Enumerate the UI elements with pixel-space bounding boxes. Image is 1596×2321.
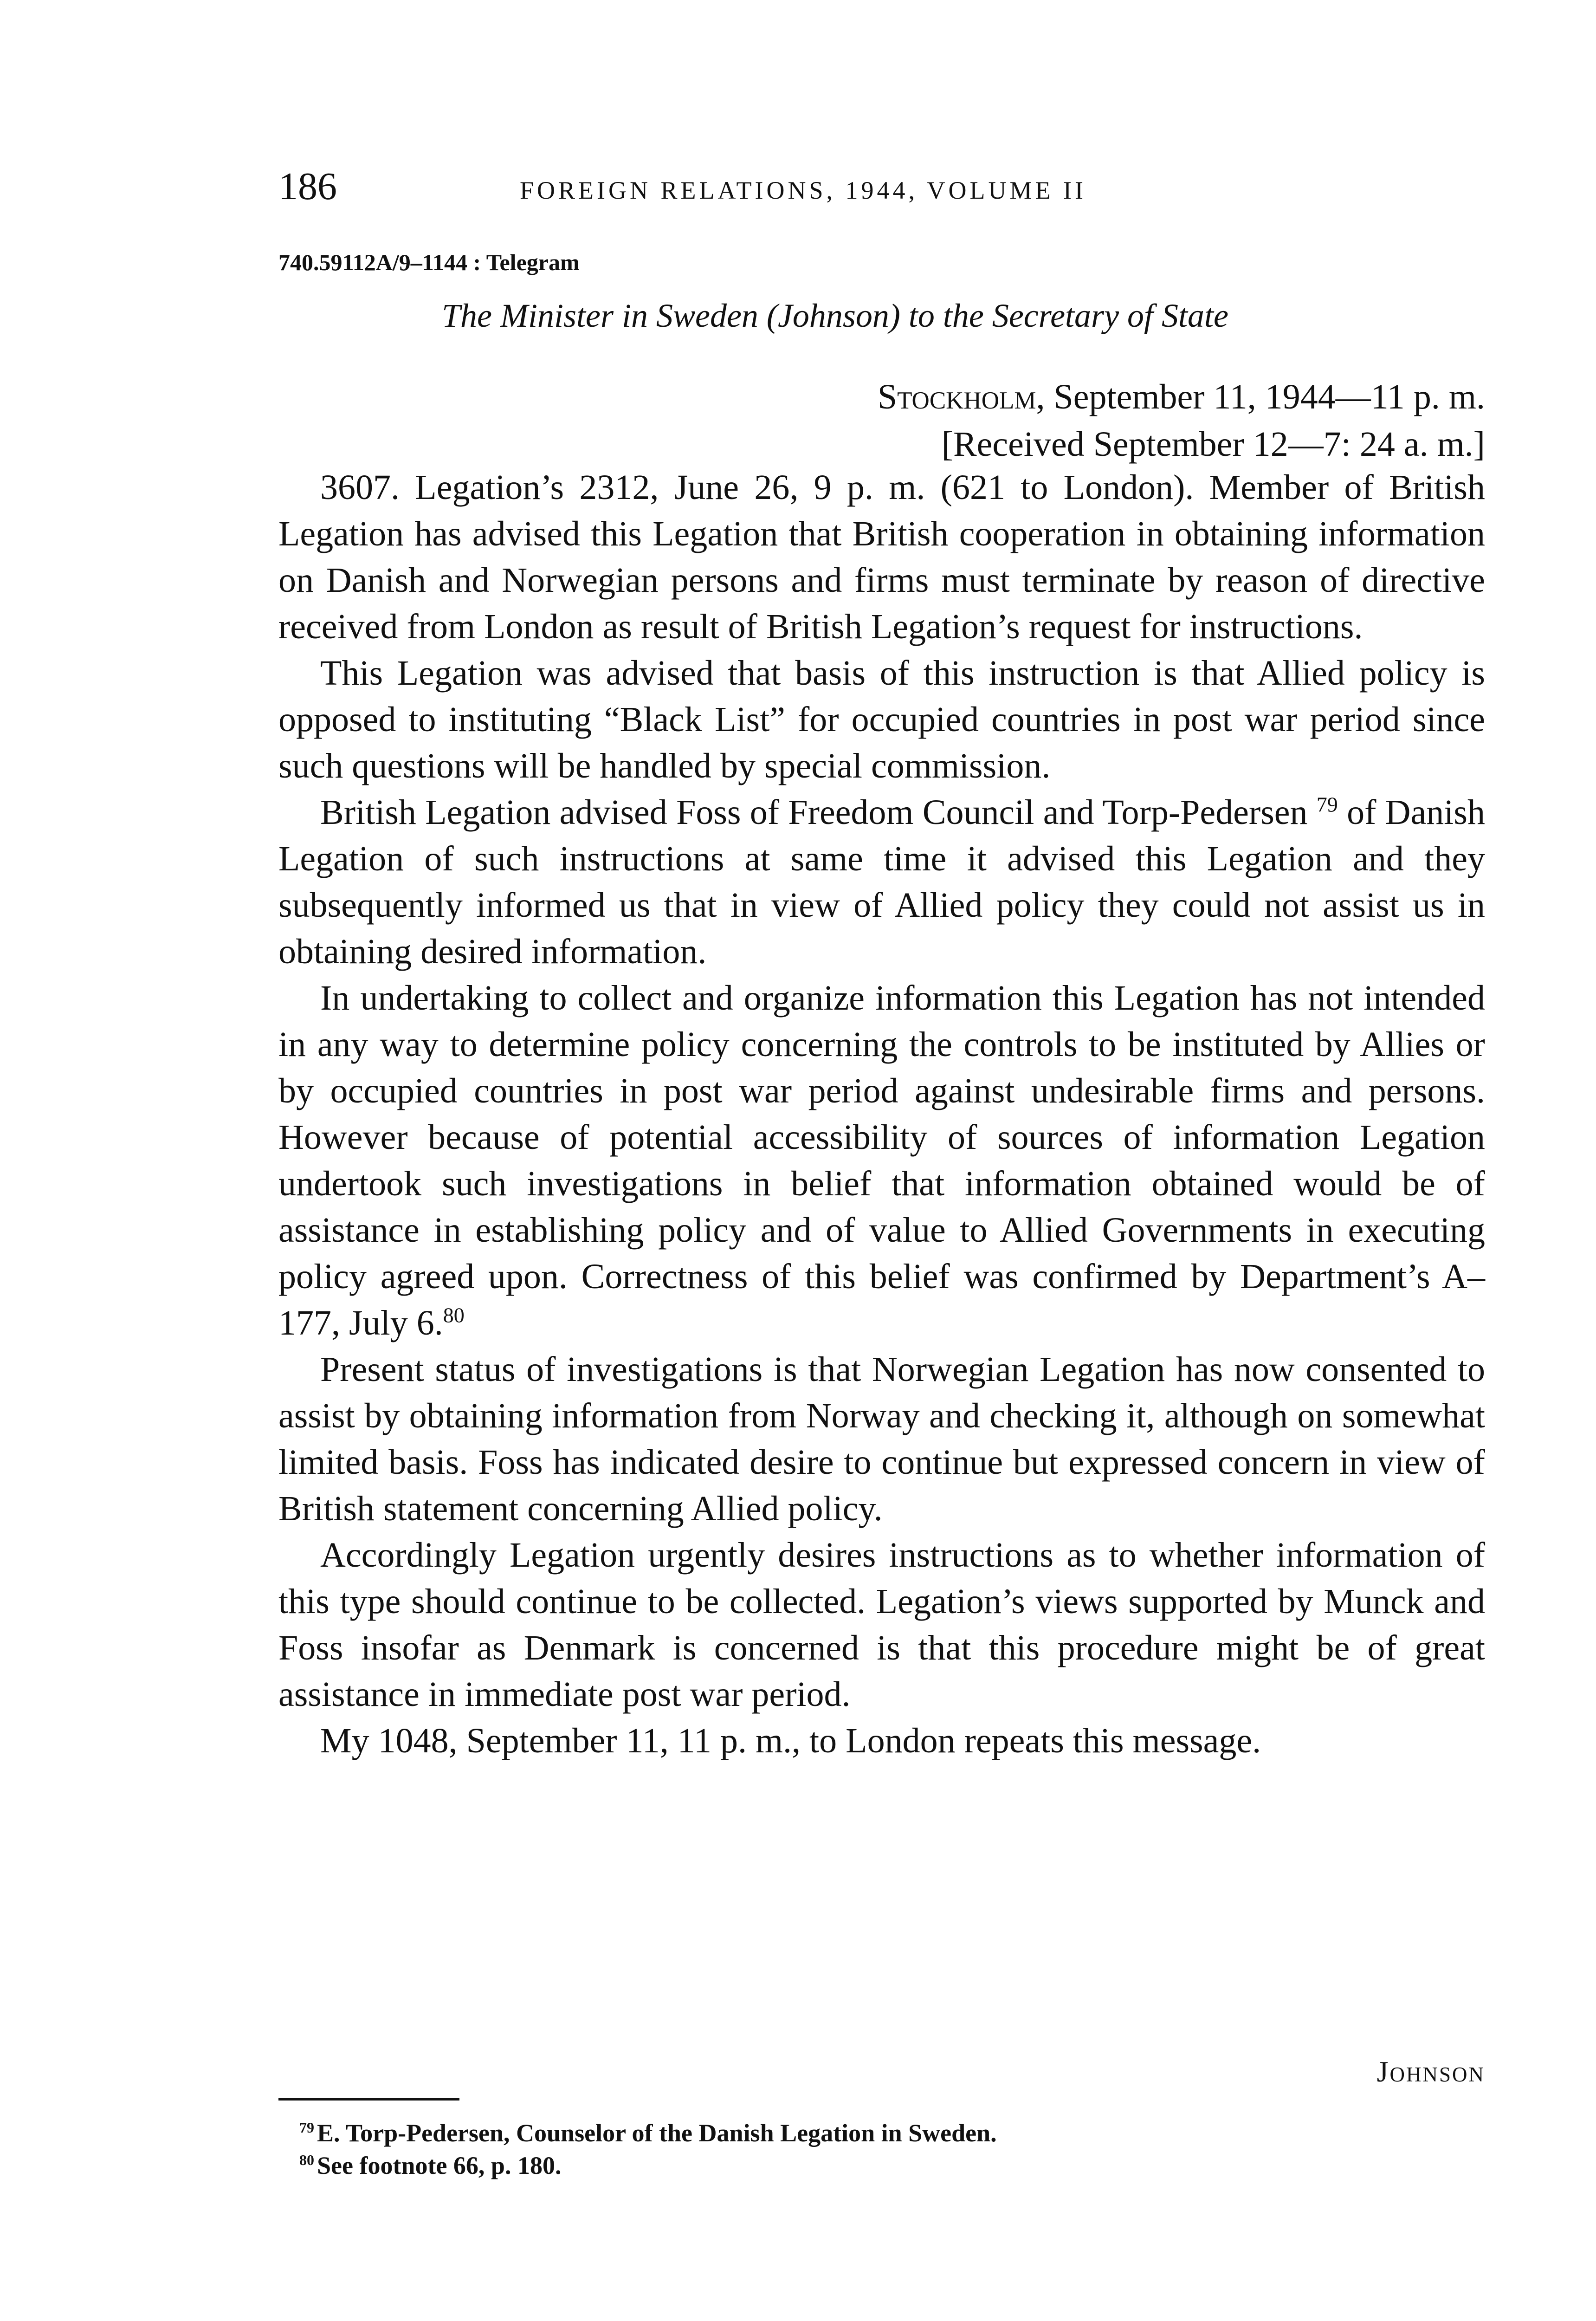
paragraph: This Legation was advised that basis of this instruction is that Allied policy is opposed to instituting “Black List” for occupied countries in post war period since such questions will be handled by special commission. xyxy=(278,654,1485,785)
paragraph xyxy=(278,789,1485,975)
footnote xyxy=(299,2149,561,2182)
received-line: [Received September 12—7: 24 a. m.] xyxy=(941,425,1485,464)
footnote xyxy=(299,2117,997,2149)
page-number: 186 xyxy=(278,165,337,208)
paragraph-text: British Legation advised Foss of Freedom Council and Torp-Pedersen xyxy=(320,793,1308,832)
footnote-divider xyxy=(278,2098,459,2101)
footnote-mark: 79 xyxy=(299,2119,314,2136)
page-header xyxy=(278,163,1485,214)
paragraph: Accordingly Legation urgently desires instructions as to whether information of this type should continue to be collected. Legation’s views supported by Munck and Foss insofar as Denmark is concerned is that this procedure might be of great assistance in immediate post war period. xyxy=(278,1536,1485,1714)
paragraph xyxy=(278,975,1485,1346)
footnote-text: E. Torp-Pedersen, Counselor of the Danish Legation in Sweden. xyxy=(317,2119,997,2147)
running-title: FOREIGN RELATIONS, 1944, VOLUME II xyxy=(520,176,1086,204)
telegram-body xyxy=(278,464,1485,1764)
footnote-text: See footnote 66, p. 180. xyxy=(317,2152,562,2179)
paragraph-text: In undertaking to collect and organize information this Legation has not intended in any way to determine policy concerning the controls to be instituted by Allies or by occupied countries in post war period against undesirable firms and persons. However because of potential accessibility of sources of information Legation undertook such investigations in belief that information obtained would be of assistance in establishing policy and of value to Allied Governments in executing policy agreed upon. Correctness of this belief was confirmed by Department’s A–177, July 6. xyxy=(278,979,1485,1342)
footnote-ref: 80 xyxy=(443,1303,465,1327)
dateline xyxy=(738,374,1485,420)
signature: Johnson xyxy=(1376,2055,1485,2088)
dateline-place: Stockholm xyxy=(877,377,1036,416)
paragraph-text: of Danish Legation of such instructions at same time it advised this Legation and they subsequently informed us that in view of Allied policy they could not assist us in obtaining desired information. xyxy=(278,793,1485,971)
file-reference: 740.59112A/9–1144 : Telegram xyxy=(278,249,580,275)
dateline-date: , September 11, 1944—11 p. m. xyxy=(1036,377,1485,416)
paragraph: My 1048, September 11, 11 p. m., to London repeats this message. xyxy=(320,1721,1261,1760)
footnote-mark: 80 xyxy=(299,2152,314,2168)
footnote-ref: 79 xyxy=(1316,792,1338,817)
document-title: The Minister in Sweden (Johnson) to the Secretary of State xyxy=(442,297,1228,334)
paragraph: 3607. Legation’s 2312, June 26, 9 p. m. (621 to London). Member of British Legation has advised this Legation that British cooperation in obtaining information on Danish and Norwegian persons and firms must terminate by reason of directive received from London as result of British Legation’s request for instructions. xyxy=(278,468,1485,646)
paragraph: Present status of investigations is that Norwegian Legation has now consented to assist by obtaining information from Norway and checking it, although on somewhat limited basis. Foss has indicated desire to continue but expressed concern in view of British statement concerning Allied policy. xyxy=(278,1350,1485,1528)
